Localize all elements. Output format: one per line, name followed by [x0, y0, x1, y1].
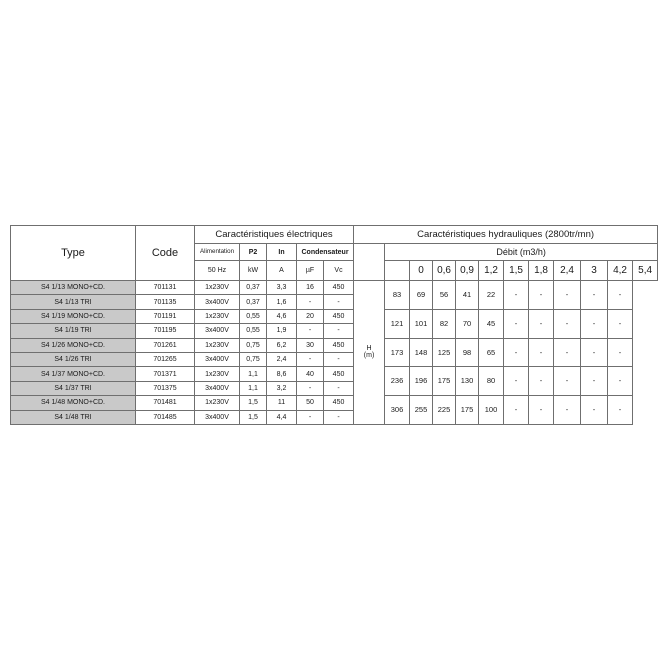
p2-cell: 0,55: [240, 324, 267, 338]
type-cell: S4 1/48 MONO+CD.: [11, 396, 136, 410]
flow-value: 5,4: [633, 261, 658, 281]
head-value-cell: 83: [385, 281, 410, 310]
in-header: In: [267, 244, 297, 261]
head-value-cell: 41: [456, 281, 479, 310]
code-cell: 701481: [136, 396, 195, 410]
vc-cell: -: [324, 295, 354, 309]
head-value-cell: -: [529, 281, 554, 310]
head-value-cell: 175: [433, 367, 456, 396]
code-cell: 701195: [136, 324, 195, 338]
in-cell: 1,9: [267, 324, 297, 338]
p2-cell: 0,75: [240, 352, 267, 366]
code-cell: 701485: [136, 410, 195, 424]
vc-cell: 450: [324, 338, 354, 352]
table-row: [11, 338, 658, 352]
head-value-cell: -: [581, 309, 608, 338]
vc-cell: 450: [324, 281, 354, 295]
uf-cell: -: [297, 295, 324, 309]
type-cell: S4 1/19 TRI: [11, 324, 136, 338]
in-cell: 3,2: [267, 381, 297, 395]
vc-cell: -: [324, 352, 354, 366]
head-value-cell: -: [529, 396, 554, 425]
head-value-cell: -: [581, 367, 608, 396]
code-cell: 701261: [136, 338, 195, 352]
electrical-header: Caractéristiques électriques: [195, 226, 354, 244]
in-cell: 4,4: [267, 410, 297, 424]
in-cell: 11: [267, 396, 297, 410]
head-value-cell: -: [554, 309, 581, 338]
head-value-cell: -: [581, 396, 608, 425]
h-label-cell: [354, 281, 385, 425]
table-row: [11, 281, 658, 295]
flow-value: 4,2: [608, 261, 633, 281]
debit-header: Débit (m3/h): [385, 244, 658, 261]
head-value-cell: -: [529, 338, 554, 367]
flow-value: 1,8: [529, 261, 554, 281]
head-value-cell: -: [529, 309, 554, 338]
head-value-cell: -: [608, 396, 633, 425]
type-cell: S4 1/48 TRI: [11, 410, 136, 424]
type-cell: S4 1/37 MONO+CD.: [11, 367, 136, 381]
p2-cell: 0,37: [240, 281, 267, 295]
head-value-cell: -: [554, 281, 581, 310]
flow-value: 0,9: [456, 261, 479, 281]
code-cell: 701265: [136, 352, 195, 366]
head-value-cell: 100: [479, 396, 504, 425]
alimentation-cell: 1x230V: [195, 396, 240, 410]
uf-cell: -: [297, 352, 324, 366]
alimentation-cell: 1x230V: [195, 281, 240, 295]
h-header-blank: [354, 244, 385, 281]
flow-value: 1,2: [479, 261, 504, 281]
head-value-cell: -: [504, 396, 529, 425]
p2-cell: 0,37: [240, 295, 267, 309]
flow-value: 1,5: [504, 261, 529, 281]
vc-cell: -: [324, 410, 354, 424]
vc-unit: Vc: [324, 261, 354, 281]
h-unit: (m): [363, 352, 375, 360]
head-value-cell: -: [608, 338, 633, 367]
vc-cell: 450: [324, 367, 354, 381]
head-value-cell: 22: [479, 281, 504, 310]
flow-value: 0: [410, 261, 433, 281]
code-cell: 701191: [136, 309, 195, 323]
head-value-cell: -: [504, 281, 529, 310]
condensateur-header: Condensateur: [297, 244, 354, 261]
head-value-cell: 236: [385, 367, 410, 396]
vc-cell: 450: [324, 309, 354, 323]
alimentation-unit: 50 Hz: [195, 261, 240, 281]
p2-cell: 1,1: [240, 381, 267, 395]
head-value-cell: -: [554, 396, 581, 425]
p2-cell: 0,75: [240, 338, 267, 352]
vc-cell: -: [324, 324, 354, 338]
type-cell: S4 1/13 MONO+CD.: [11, 281, 136, 295]
code-cell: 701375: [136, 381, 195, 395]
head-value-cell: 98: [456, 338, 479, 367]
head-value-cell: -: [581, 338, 608, 367]
type-cell: S4 1/26 TRI: [11, 352, 136, 366]
head-value-cell: 69: [410, 281, 433, 310]
head-value-cell: 175: [456, 396, 479, 425]
hydraulic-header: Caractéristiques hydrauliques (2800tr/mn): [354, 226, 658, 244]
head-value-cell: -: [608, 309, 633, 338]
table-row: [11, 309, 658, 323]
alimentation-cell: 1x230V: [195, 367, 240, 381]
p2-cell: 1,5: [240, 396, 267, 410]
in-cell: 1,6: [267, 295, 297, 309]
uf-cell: 30: [297, 338, 324, 352]
head-value-cell: 196: [410, 367, 433, 396]
vc-cell: -: [324, 381, 354, 395]
alimentation-cell: 3x400V: [195, 295, 240, 309]
head-value-cell: -: [504, 309, 529, 338]
head-value-cell: 225: [433, 396, 456, 425]
uf-cell: -: [297, 324, 324, 338]
vc-cell: 450: [324, 396, 354, 410]
flow-value: 3: [581, 261, 608, 281]
head-value-cell: 56: [433, 281, 456, 310]
flow-value: 2,4: [554, 261, 581, 281]
type-cell: S4 1/13 TRI: [11, 295, 136, 309]
spec-table-container: [10, 225, 658, 425]
in-unit: A: [267, 261, 297, 281]
head-value-cell: 306: [385, 396, 410, 425]
head-value-cell: 148: [410, 338, 433, 367]
in-cell: 3,3: [267, 281, 297, 295]
uf-cell: -: [297, 381, 324, 395]
in-cell: 4,6: [267, 309, 297, 323]
type-cell: S4 1/19 MONO+CD.: [11, 309, 136, 323]
flow-gap-cell: [385, 261, 410, 281]
p2-cell: 1,1: [240, 367, 267, 381]
head-value-cell: 125: [433, 338, 456, 367]
head-value-cell: 45: [479, 309, 504, 338]
type-cell: S4 1/26 MONO+CD.: [11, 338, 136, 352]
alimentation-cell: 1x230V: [195, 338, 240, 352]
head-value-cell: 82: [433, 309, 456, 338]
uf-cell: 16: [297, 281, 324, 295]
flow-value: 0,6: [433, 261, 456, 281]
table-row: [11, 367, 658, 381]
code-header: Code: [136, 226, 195, 281]
p2-cell: 1,5: [240, 410, 267, 424]
table-header: [11, 226, 658, 281]
uf-cell: 40: [297, 367, 324, 381]
head-value-cell: 130: [456, 367, 479, 396]
p2-header: P2: [240, 244, 267, 261]
type-cell: S4 1/37 TRI: [11, 381, 136, 395]
head-value-cell: 173: [385, 338, 410, 367]
type-header: Type: [11, 226, 136, 281]
head-value-cell: -: [608, 367, 633, 396]
head-value-cell: 121: [385, 309, 410, 338]
code-cell: 701135: [136, 295, 195, 309]
pump-spec-table: [10, 225, 658, 425]
head-value-cell: 80: [479, 367, 504, 396]
code-cell: 701371: [136, 367, 195, 381]
h-label: H: [366, 345, 372, 353]
uf-cell: -: [297, 410, 324, 424]
p2-cell: 0,55: [240, 309, 267, 323]
head-value-cell: 70: [456, 309, 479, 338]
head-value-cell: -: [581, 281, 608, 310]
uf-cell: 50: [297, 396, 324, 410]
p2-unit: kW: [240, 261, 267, 281]
alimentation-header: Alimentation: [195, 244, 240, 261]
head-value-cell: 65: [479, 338, 504, 367]
table-row: [11, 396, 658, 410]
in-cell: 2,4: [267, 352, 297, 366]
head-value-cell: -: [504, 367, 529, 396]
alimentation-cell: 3x400V: [195, 352, 240, 366]
uf-cell: 20: [297, 309, 324, 323]
alimentation-cell: 3x400V: [195, 381, 240, 395]
head-value-cell: -: [529, 367, 554, 396]
head-value-cell: -: [504, 338, 529, 367]
head-value-cell: 255: [410, 396, 433, 425]
head-value-cell: -: [554, 367, 581, 396]
code-cell: 701131: [136, 281, 195, 295]
alimentation-cell: 3x400V: [195, 410, 240, 424]
in-cell: 6,2: [267, 338, 297, 352]
head-value-cell: -: [554, 338, 581, 367]
alimentation-cell: 1x230V: [195, 309, 240, 323]
table-body: [11, 281, 658, 425]
head-value-cell: -: [608, 281, 633, 310]
uf-unit: µF: [297, 261, 324, 281]
header-row-1: [11, 226, 658, 244]
head-value-cell: 101: [410, 309, 433, 338]
in-cell: 8,6: [267, 367, 297, 381]
alimentation-cell: 3x400V: [195, 324, 240, 338]
